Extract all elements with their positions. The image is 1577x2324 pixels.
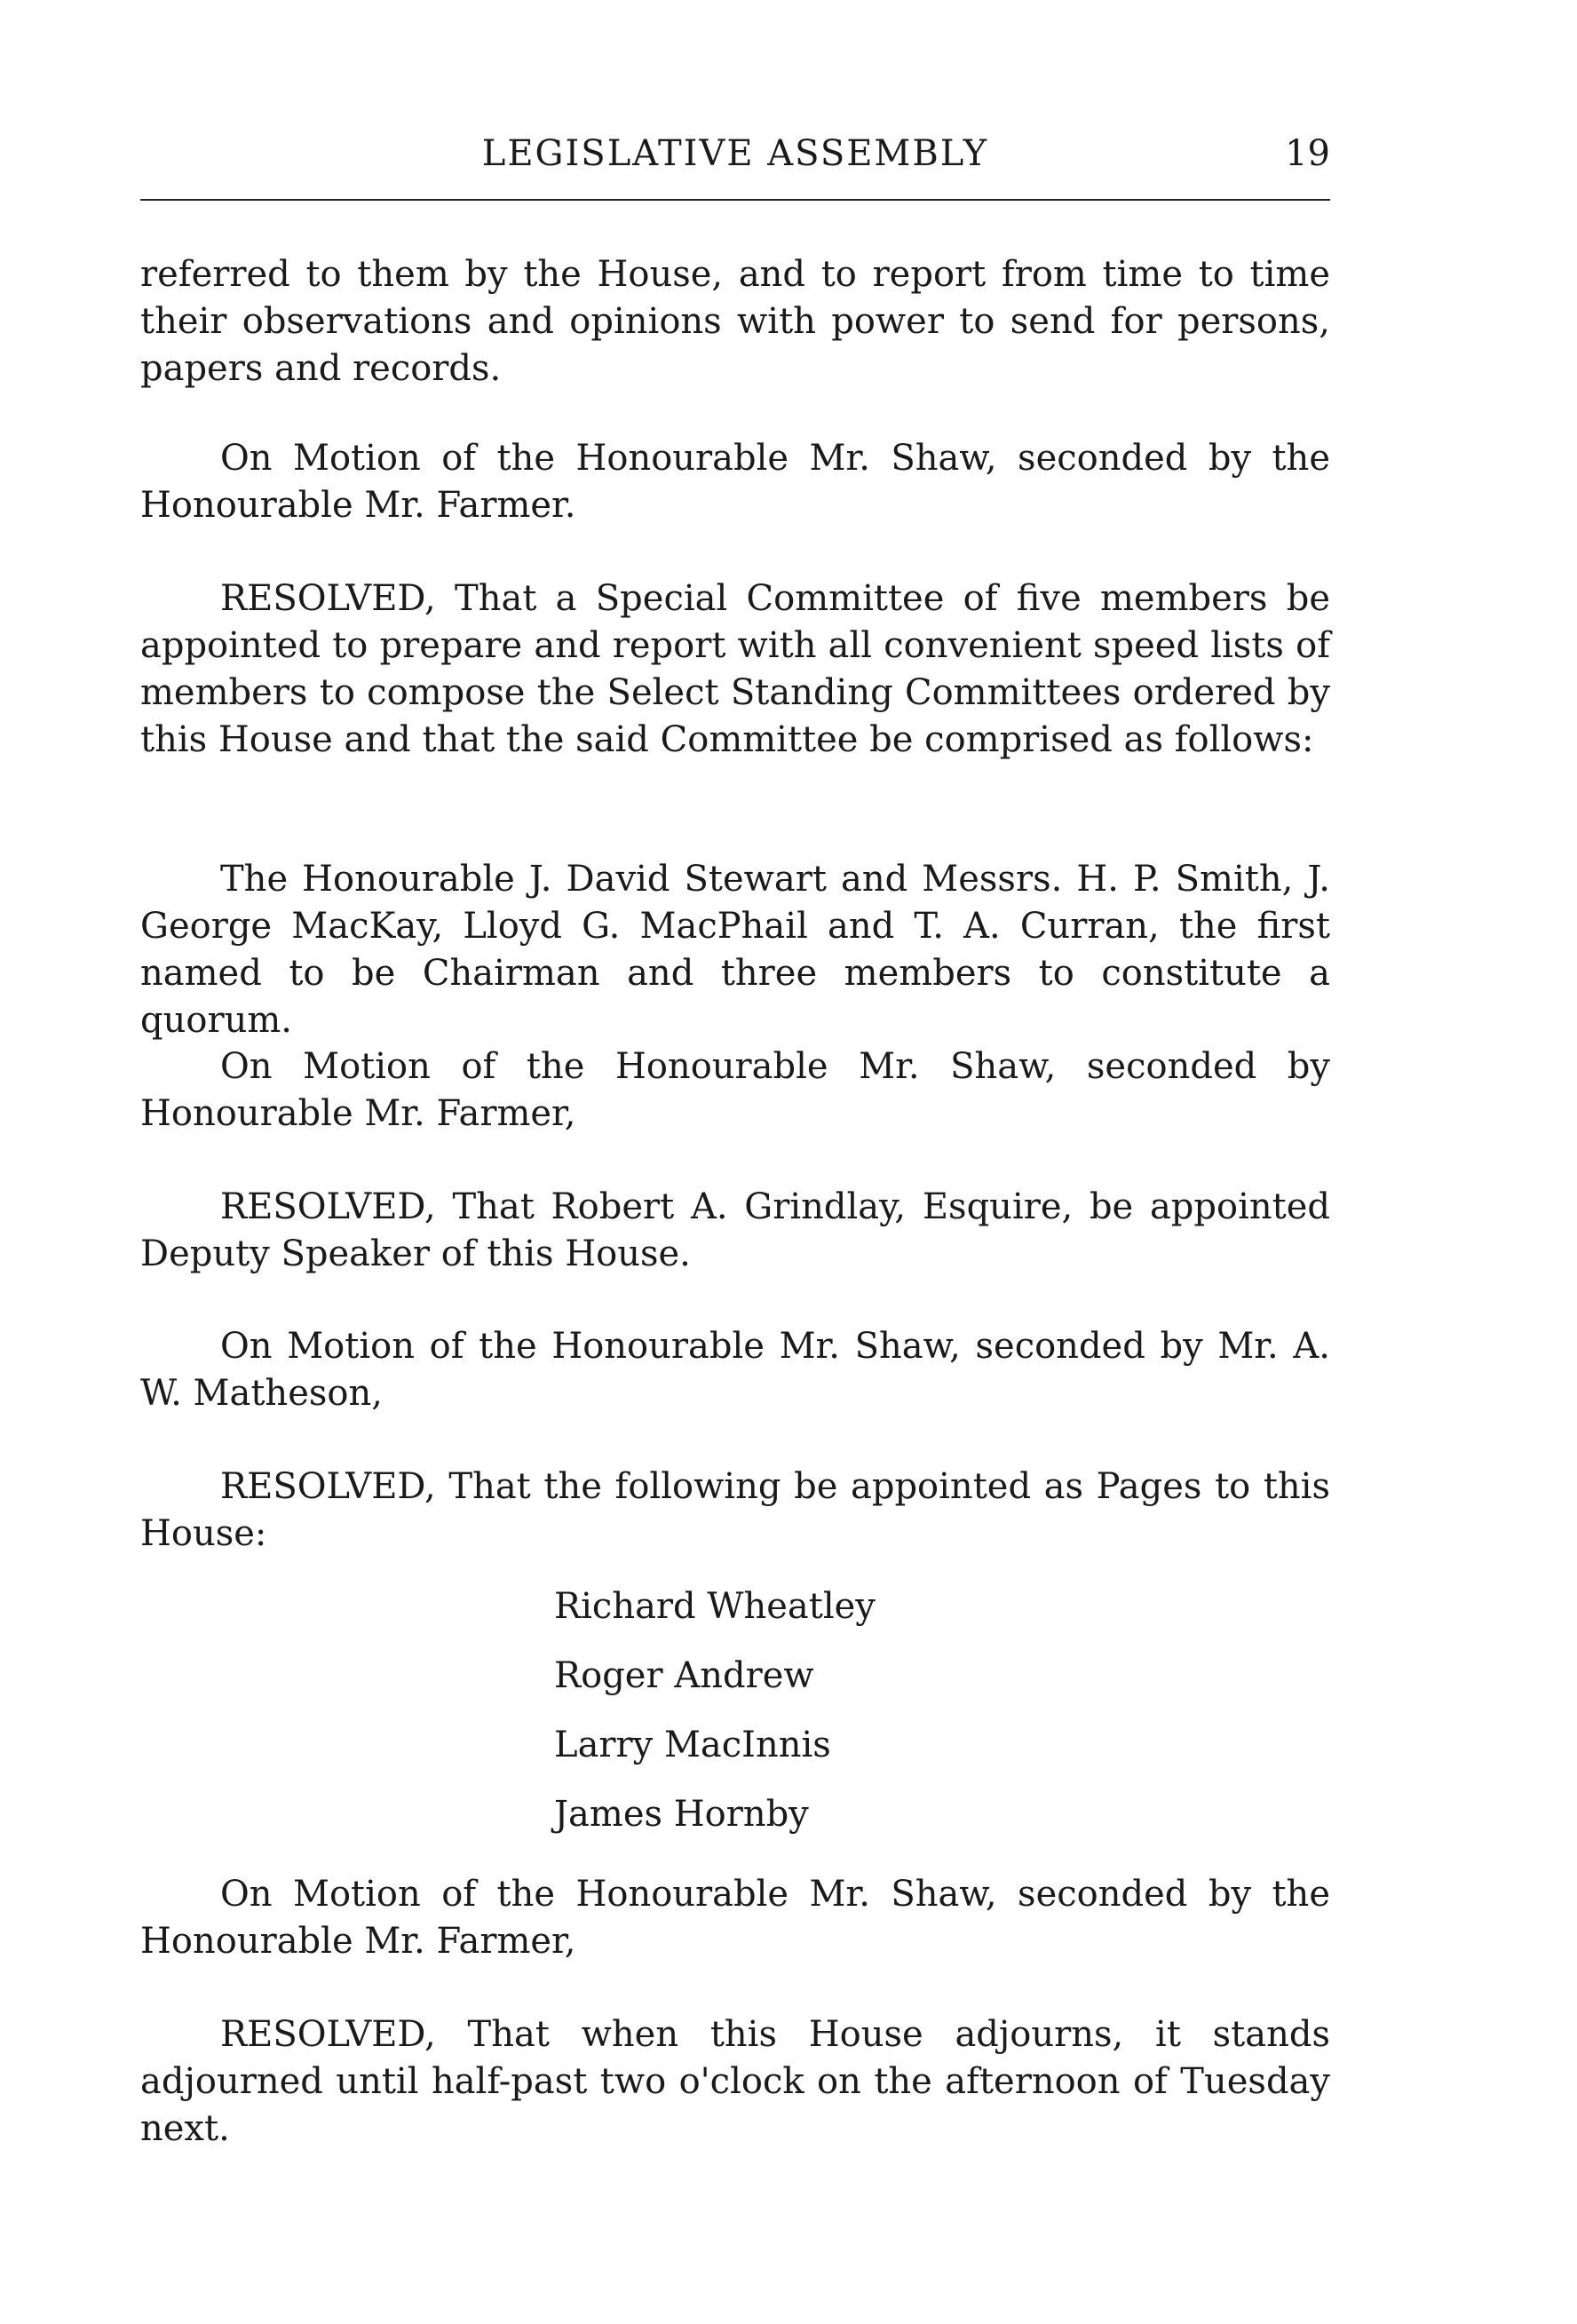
paragraph-resolved-4: RESOLVED, That when this House adjourns, it stands adjourned until half-past two o'clock on the afternoon of Tuesday next. — [140, 2014, 1330, 2149]
paragraph-committee-members: The Honourable J. David Stewart and Messrs. H. P. Smith, J. George MacKay, Lloyd G. MacPhail and T. A. Curran, the first named to be Chairman and three members to constitute a quorum. — [140, 859, 1330, 1041]
list-item: Richard Wheatley — [554, 1586, 876, 1627]
paragraph-resolved-2: RESOLVED, That Robert A. Grindlay, Esquire, be appointed Deputy Speaker of this House. — [140, 1186, 1330, 1274]
list-item: Roger Andrew — [554, 1655, 814, 1696]
pages-list — [554, 1572, 876, 1849]
list-item: James Hornby — [554, 1794, 809, 1835]
header-rule — [140, 199, 1330, 201]
paragraph-resolved-1: RESOLVED, That a Special Committee of five members be appointed to prepare and report with all convenient speed lists of members to compose the Select Standing Committees ordered by this House and that the said Committee be comprised as follows: — [140, 578, 1330, 760]
paragraph-continuation: referred to them by the House, and to report from time to time their observations and opinions with power to send for persons, papers and records. — [140, 254, 1330, 389]
page-number: 19 — [1285, 133, 1330, 174]
list-item: Larry MacInnis — [554, 1725, 831, 1765]
paragraph-motion-4: On Motion of the Honourable Mr. Shaw, seconded by the Honourable Mr. Farmer, — [140, 1874, 1330, 1962]
page-header — [140, 133, 1330, 195]
running-title: LEGISLATIVE ASSEMBLY — [481, 133, 989, 174]
paragraph-resolved-3: RESOLVED, That the following be appointed as Pages to this House: — [140, 1466, 1330, 1554]
paragraph-motion-3: On Motion of the Honourable Mr. Shaw, seconded by Mr. A. W. Matheson, — [140, 1326, 1330, 1414]
paragraph-motion-1: On Motion of the Honourable Mr. Shaw, seconded by the Honourable Mr. Farmer. — [140, 438, 1330, 526]
paragraph-motion-2: On Motion of the Honourable Mr. Shaw, seconded by Honourable Mr. Farmer, — [140, 1046, 1330, 1134]
